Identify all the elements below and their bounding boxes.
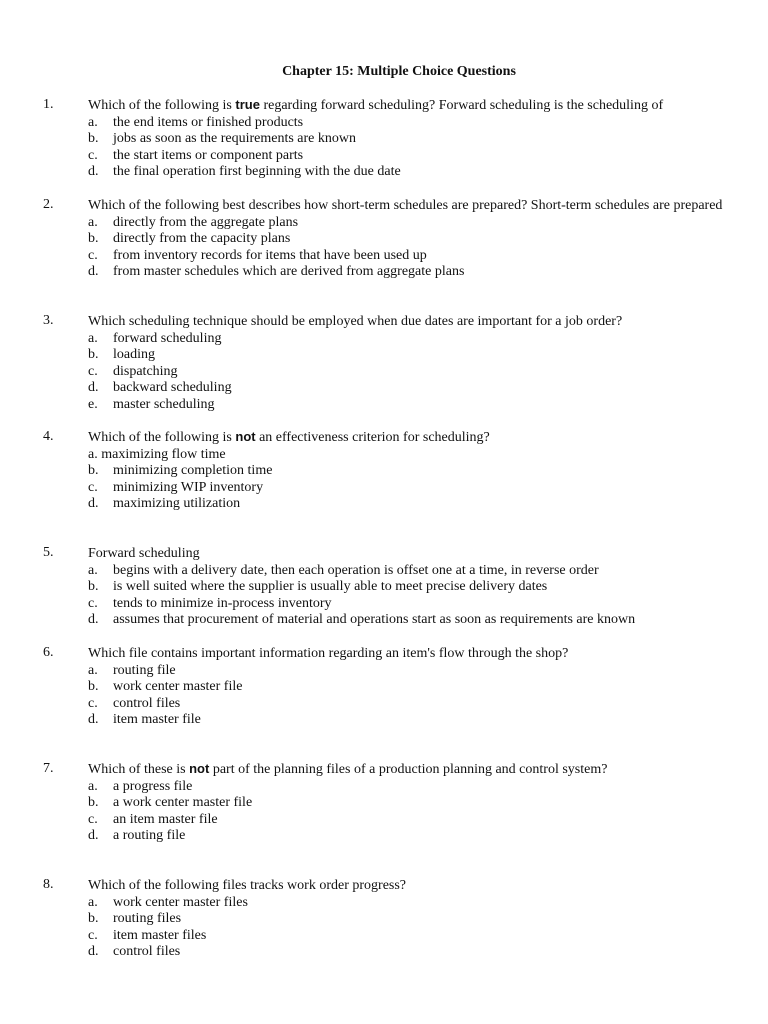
option-c: c. tends to minimize in-process inventory [88, 595, 332, 611]
option-c: c. dispatching [88, 363, 178, 379]
option-b: b. loading [88, 347, 155, 363]
option-b: b. jobs as soon as the requirements are known [88, 131, 356, 147]
option-a: a. routing file [88, 662, 176, 678]
option-a: a. maximizing flow time [88, 446, 226, 462]
page-title: Chapter 15: Multiple Choice Questions [282, 64, 516, 79]
option-d: d. from master schedules which are derived from aggregate plans [88, 264, 465, 280]
question-stem: Which scheduling technique should be employed when due dates are important for a job order? [88, 314, 623, 329]
option-c: c. item master files [88, 927, 207, 943]
question-number: 2. [43, 197, 54, 212]
question-2 [0, 197, 768, 281]
option-a: a. the end items or finished products [88, 114, 304, 130]
question-number: 4. [43, 429, 54, 444]
question-number: 7. [43, 761, 54, 776]
question-8 [0, 877, 768, 961]
question-stem: Which of the following files tracks work order progress? [88, 878, 407, 893]
option-d: d. maximizing utilization [88, 496, 241, 512]
option-b: b. directly from the capacity plans [88, 231, 291, 247]
question-stem: Which of the following is not an effectiveness criterion for scheduling? [88, 429, 490, 445]
question-3 [0, 313, 768, 414]
option-c: c. the start items or component parts [88, 147, 304, 163]
option-d: d. a routing file [88, 828, 186, 844]
option-c: c. control files [88, 695, 181, 711]
option-d: d. assumes that procurement of material and operations start as soon as requirements are known [88, 612, 636, 628]
question-stem: Which file contains important information regarding an item's flow through the shop? [88, 646, 569, 661]
question-stem: Which of the following is true regarding forward scheduling? Forward scheduling is the scheduling of [88, 97, 664, 113]
question-4 [0, 429, 768, 513]
emphasis-word: not [235, 429, 256, 444]
option-a: a. a progress file [88, 778, 193, 794]
emphasis-word: true [235, 97, 260, 112]
option-c: c. an item master file [88, 811, 218, 827]
question-7 [0, 761, 768, 845]
option-b: b. work center master file [88, 679, 243, 695]
emphasis-word: not [189, 761, 210, 776]
option-d: d. item master file [88, 712, 201, 728]
question-number: 5. [43, 545, 54, 560]
option-a: a. forward scheduling [88, 330, 222, 346]
option-b: b. a work center master file [88, 795, 253, 811]
option-b: b. routing files [88, 911, 182, 927]
question-stem: Forward scheduling [88, 546, 200, 561]
option-c: c. from inventory records for items that have been used up [88, 247, 427, 263]
option-a: a. begins with a delivery date, then each operation is offset one at a time, in reverse order [88, 562, 599, 578]
question-5 [0, 545, 768, 629]
question-number: 6. [43, 645, 54, 660]
question-number: 3. [43, 313, 54, 328]
question-1 [0, 97, 768, 181]
option-a: a. directly from the aggregate plans [88, 214, 299, 230]
option-c: c. minimizing WIP inventory [88, 479, 264, 495]
question-stem: Which of the following best describes how short-term schedules are prepared? Short-term schedules are prepared [88, 198, 723, 213]
question-stem: Which of these is not part of the planning files of a production planning and control system? [88, 761, 608, 777]
option-a: a. work center master files [88, 894, 248, 910]
option-e: e. master scheduling [88, 396, 215, 412]
option-d: d. the final operation first beginning with the due date [88, 164, 401, 180]
question-6 [0, 645, 768, 729]
option-b: b. minimizing completion time [88, 463, 273, 479]
question-number: 8. [43, 877, 54, 892]
option-d: d. control files [88, 944, 181, 960]
option-d: d. backward scheduling [88, 380, 232, 396]
option-b: b. is well suited where the supplier is usually able to meet precise delivery dates [88, 579, 548, 595]
question-number: 1. [43, 97, 54, 112]
